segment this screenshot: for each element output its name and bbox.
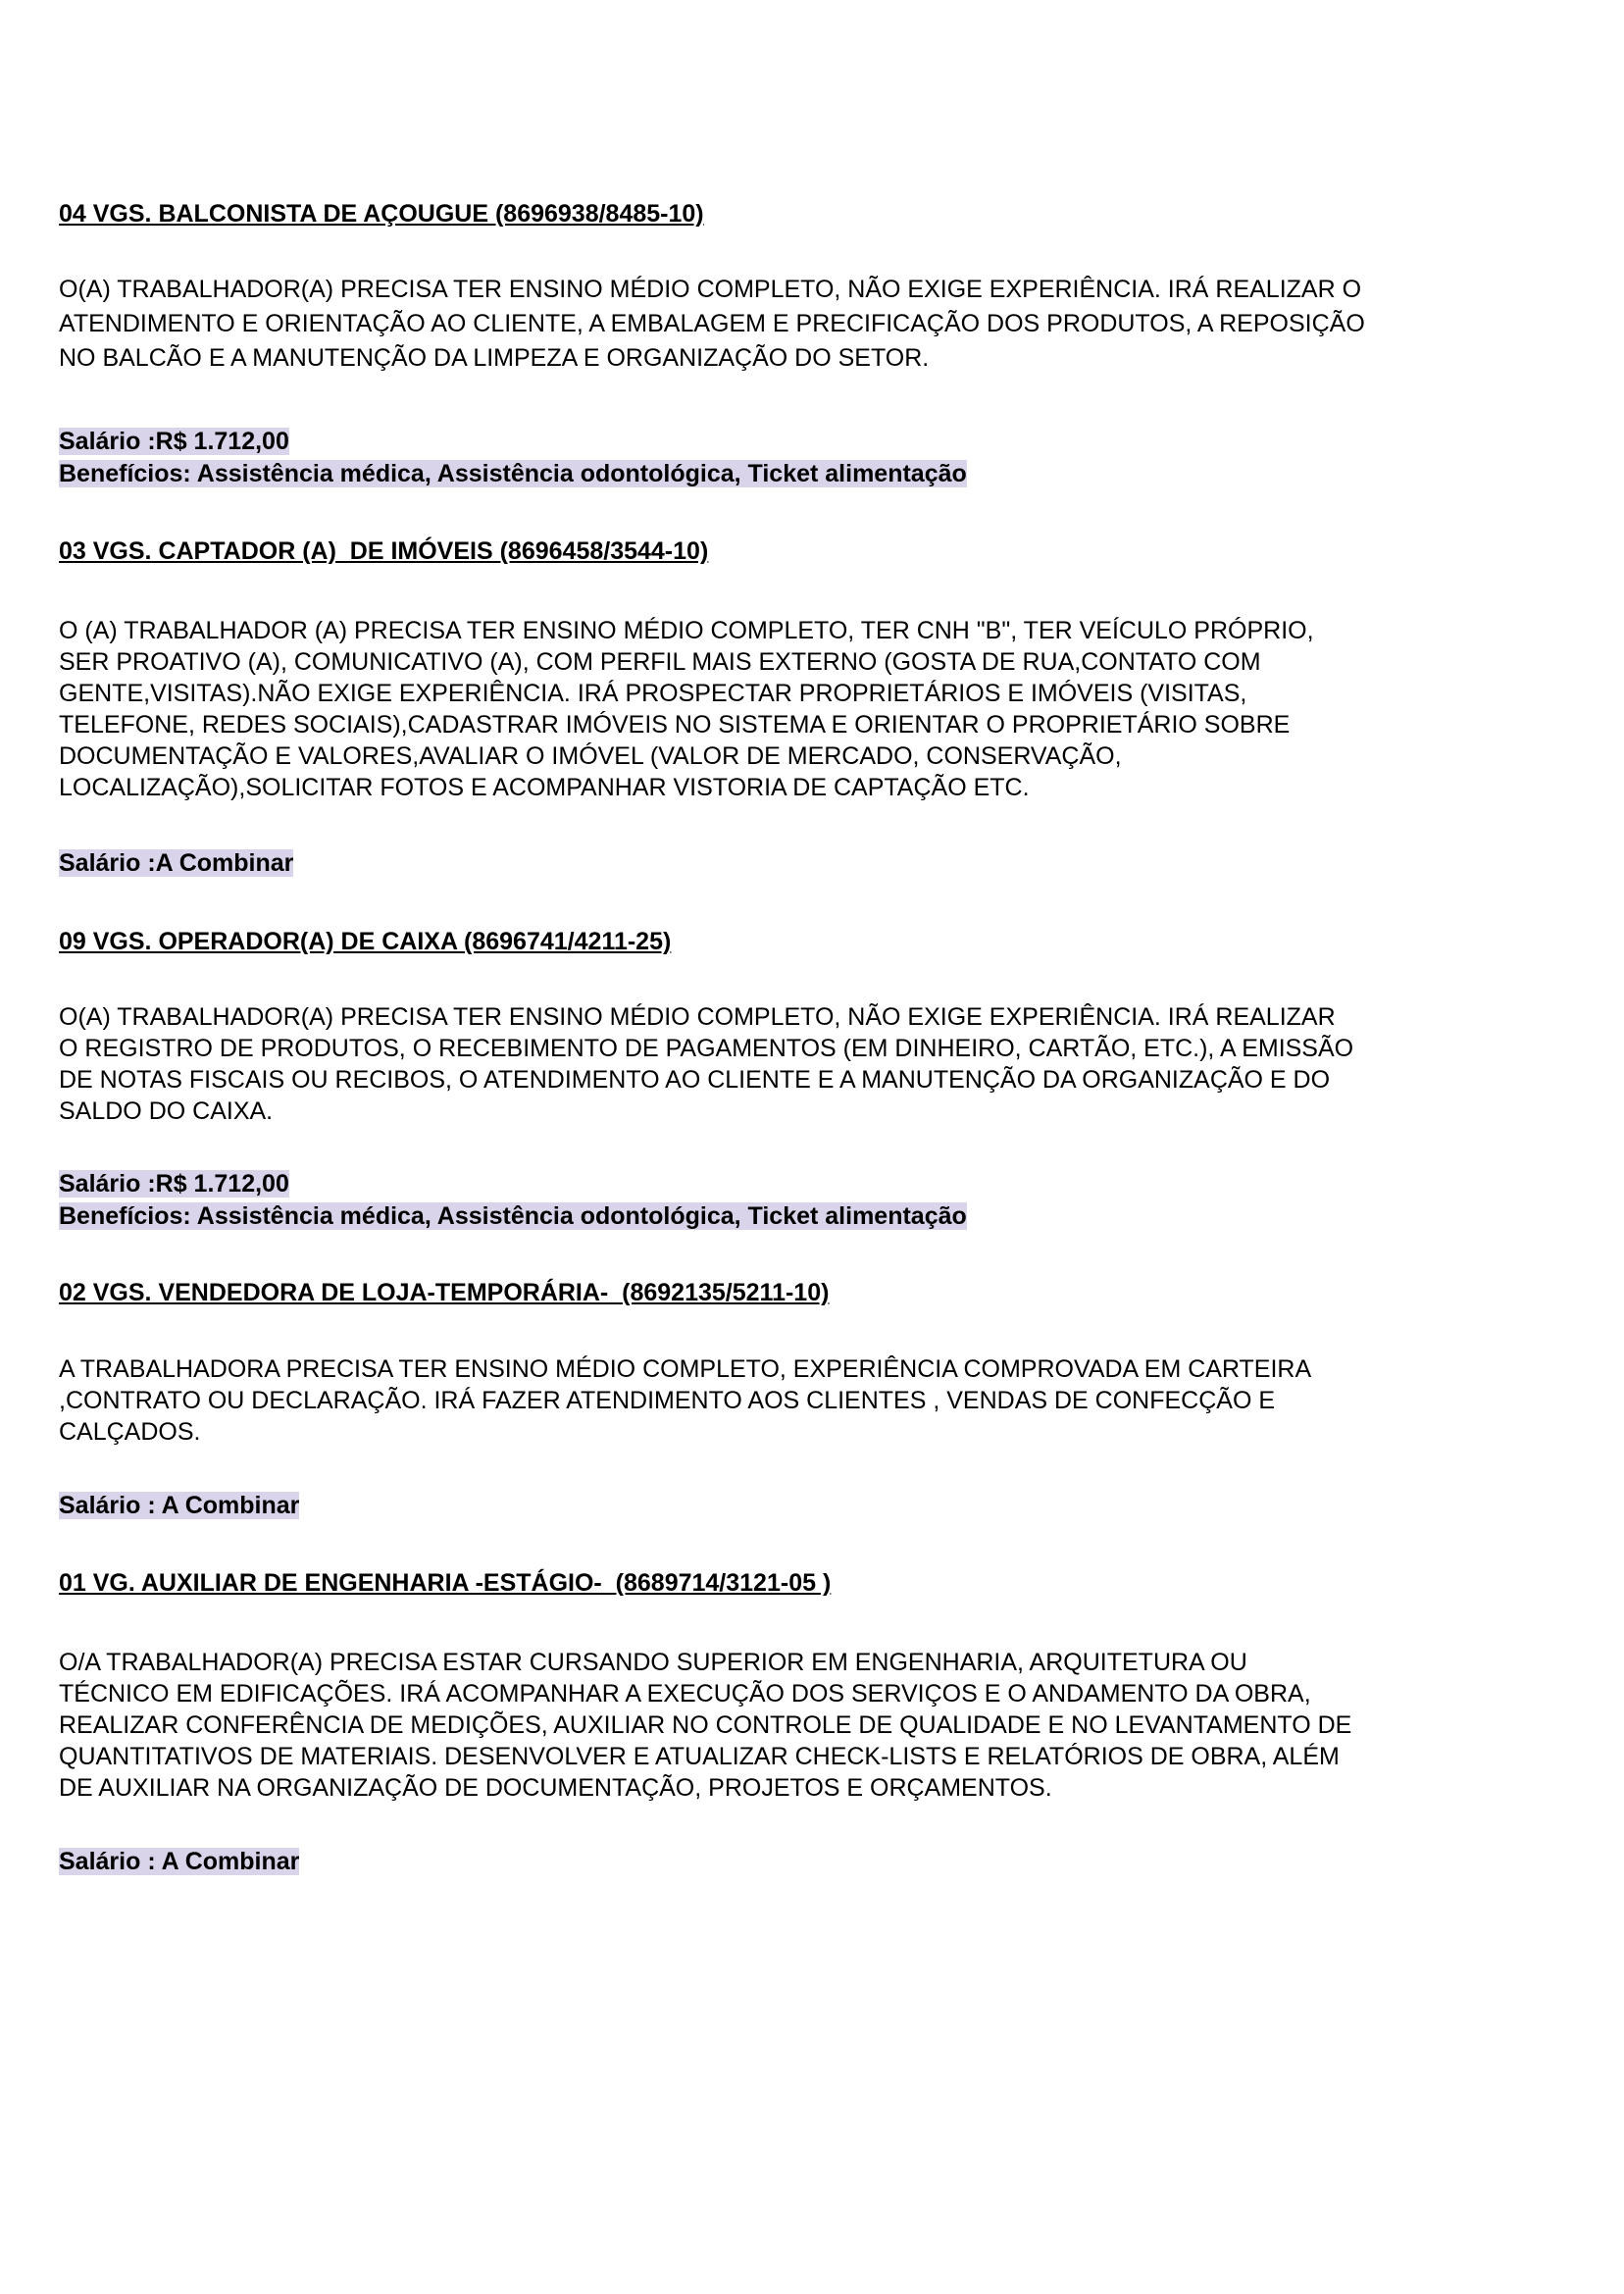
job-description-captador: O (A) TRABALHADOR (A) PRECISA TER ENSINO MÉDIO COMPLETO, TER CNH "B", TER VEÍCULO PRÓPRIO, SER PROATIVO (A), COMUNICATIVO (A), COM PERFIL MAIS EXTERNO (GOSTA DE RUA,CONTATO COM GENTE,VISITAS).NÃO EXIGE EXPERIÊNCIA. IRÁ PROSPECTAR PROPRIETÁRIOS E IMÓVEIS (VISITAS, TELEFONE, REDES SOCIAIS),CADASTRAR IMÓVEIS NO SISTEMA E ORIENTAR O PROPRIETÁRIO SOBRE DOCUMENTAÇÃO E VALORES,AVALIAR O IMÓVEL (VALOR DE MERCADO, CONSERVAÇÃO, LOCALIZAÇÃO),SOLICITAR FOTOS E ACOMPANHAR VISTORIA DE CAPTAÇÃO ETC. — [59, 617, 1314, 801]
job-title-captador: 03 VGS. CAPTADOR (A) DE IMÓVEIS (8696458/3544-10) — [59, 537, 709, 565]
job-description-operador-caixa: O(A) TRABALHADOR(A) PRECISA TER ENSINO MÉDIO COMPLETO, NÃO EXIGE EXPERIÊNCIA. IRÁ REALIZAR O REGISTRO DE PRODUTOS, O RECEBIMENTO DE PAGAMENTOS (EM DINHEIRO, CARTÃO, ETC.), A EMISSÃO DE NOTAS FISCAIS OU RECIBOS, O ATENDIMENTO AO CLIENTE E A MANUTENÇÃO DA ORGANIZAÇÃO E DO SALDO DO CAIXA. — [59, 1003, 1354, 1125]
job-title-operador-caixa: 09 VGS. OPERADOR(A) DE CAIXA (8696741/4211-25) — [59, 928, 672, 955]
job-title-auxiliar-engenharia: 01 VG. AUXILIAR DE ENGENHARIA -ESTÁGIO- (8689714/3121-05 ) — [59, 1569, 832, 1597]
job-salary-auxiliar-engenharia — [59, 1846, 299, 1878]
job-salary-balconista — [59, 426, 289, 458]
job-salary-operador-caixa — [59, 1168, 289, 1200]
job-title-vendedora: 02 VGS. VENDEDORA DE LOJA-TEMPORÁRIA- (8692135/5211-10) — [59, 1279, 830, 1306]
job-title-balconista: 04 VGS. BALCONISTA DE AÇOUGUE (8696938/8485-10) — [59, 200, 704, 228]
salary-text: Salário :R$ 1.712,00 — [59, 1170, 289, 1198]
salary-text: Salário : A Combinar — [59, 1492, 300, 1519]
salary-text: Salário : A Combinar — [59, 1848, 300, 1875]
salary-text: Salário :A Combinar — [59, 849, 294, 877]
job-benefits-operador-caixa — [59, 1200, 967, 1233]
benefits-text: Benefícios: Assistência médica, Assistência odontológica, Ticket alimentação — [59, 460, 967, 487]
job-benefits-balconista — [59, 458, 967, 490]
job-salary-captador — [59, 847, 293, 880]
job-description-balconista: O(A) TRABALHADOR(A) PRECISA TER ENSINO MÉDIO COMPLETO, NÃO EXIGE EXPERIÊNCIA. IRÁ REALIZAR O ATENDIMENTO E ORIENTAÇÃO AO CLIENTE, A EMBALAGEM E PRECIFICAÇÃO DOS PRODUTOS, A REPOSIÇÃO NO BALCÃO E A MANUTENÇÃO DA LIMPEZA E ORGANIZAÇÃO DO SETOR. — [59, 276, 1365, 372]
benefits-text: Benefícios: Assistência médica, Assistência odontológica, Ticket alimentação — [59, 1202, 967, 1230]
job-description-vendedora: A TRABALHADORA PRECISA TER ENSINO MÉDIO COMPLETO, EXPERIÊNCIA COMPROVADA EM CARTEIRA ,CONTRATO OU DECLARAÇÃO. IRÁ FAZER ATENDIMENTO AOS CLIENTES , VENDAS DE CONFECÇÃO E CALÇADOS. — [59, 1355, 1312, 1446]
salary-text: Salário :R$ 1.712,00 — [59, 428, 289, 455]
job-salary-vendedora — [59, 1490, 299, 1522]
job-description-auxiliar-engenharia: O/A TRABALHADOR(A) PRECISA ESTAR CURSANDO SUPERIOR EM ENGENHARIA, ARQUITETURA OU TÉCNICO EM EDIFICAÇÕES. IRÁ ACOMPANHAR A EXECUÇÃO DOS SERVIÇOS E O ANDAMENTO DA OBRA, REALIZAR CONFERÊNCIA DE MEDIÇÕES, AUXILIAR NO CONTROLE DE QUALIDADE E NO LEVANTAMENTO DE QUANTITATIVOS DE MATERIAIS. DESENVOLVER E ATUALIZAR CHECK-LISTS E RELATÓRIOS DE OBRA, ALÉM DE AUXILIAR NA ORGANIZAÇÃO DE DOCUMENTAÇÃO, PROJETOS E ORÇAMENTOS. — [59, 1649, 1352, 1802]
